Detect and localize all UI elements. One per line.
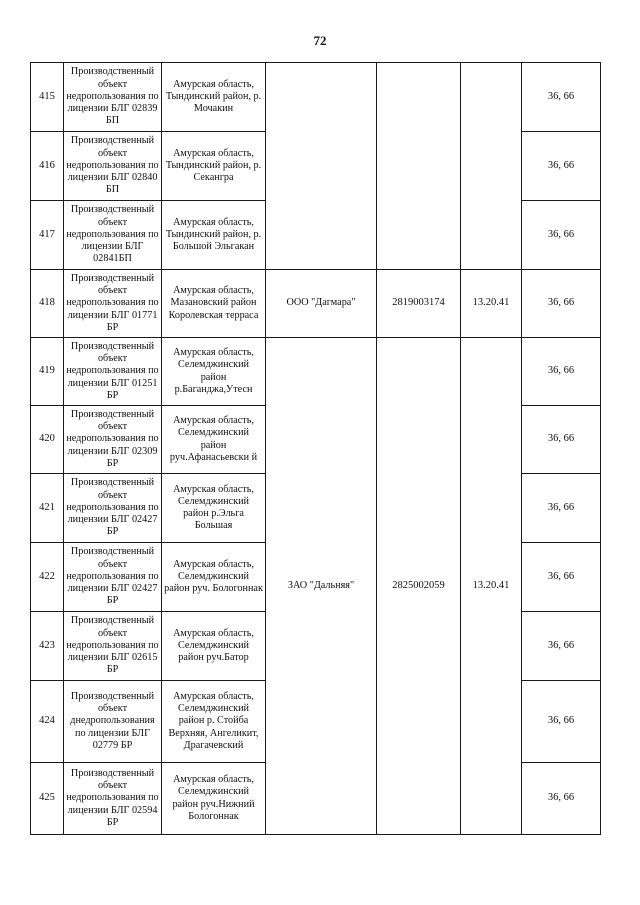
row-number: 421 (31, 474, 64, 543)
row-number: 420 (31, 406, 64, 474)
object-name: Производственный объект недропользования по лицензии БЛГ 02839 БП (64, 63, 162, 132)
okved-value: 13.20.41 (461, 270, 522, 338)
object-name: Производственный объект недропользования по лицензии БЛГ 02841БП (64, 201, 162, 270)
row-number: 418 (31, 270, 64, 338)
licenses-table (30, 62, 601, 835)
object-name: Производственный объект недропользования по лицензии БЛГ 02309 БР (64, 406, 162, 474)
object-address: Амурская область, Селемджинский район р. Стойба Верхняя, Ангеликит, Драгачевский (162, 681, 266, 763)
code-value: 36, 66 (522, 612, 601, 681)
code-value: 36, 66 (522, 63, 601, 132)
organization-name: ЗАО "Дальняя" (266, 338, 377, 835)
object-name: Производственный объект недропользования по лицензии БЛГ 02427 БР (64, 474, 162, 543)
code-value: 36, 66 (522, 270, 601, 338)
object-name: Производственный объект недропользования по лицензии БЛГ 02427 БР (64, 543, 162, 612)
row-number: 424 (31, 681, 64, 763)
object-address: Амурская область, Селемджинский район руч.Афанасьевски й (162, 406, 266, 474)
organization-name: ООО "Дагмара" (266, 270, 377, 338)
inn-value: 2819003174 (377, 270, 461, 338)
row-number: 415 (31, 63, 64, 132)
object-address: Амурская область, Тындинский район, р. Секангра (162, 132, 266, 201)
row-number: 416 (31, 132, 64, 201)
object-address: Амурская область, Селемджинский район руч.Нижний Бологоннак (162, 763, 266, 835)
object-address: Амурская область, Селемджинский район руч. Бологоннак (162, 543, 266, 612)
code-value: 36, 66 (522, 474, 601, 543)
okved-empty (461, 63, 522, 270)
object-address: Амурская область, Тындинский район, р. Мочакин (162, 63, 266, 132)
code-value: 36, 66 (522, 763, 601, 835)
object-name: Производственный объект недропользования по лицензии БЛГ 02840 БП (64, 132, 162, 201)
row-number: 422 (31, 543, 64, 612)
code-value: 36, 66 (522, 338, 601, 406)
code-value: 36, 66 (522, 201, 601, 270)
row-number: 425 (31, 763, 64, 835)
code-value: 36, 66 (522, 543, 601, 612)
row-number: 419 (31, 338, 64, 406)
page-number: 72 (313, 33, 327, 48)
table-row (31, 338, 601, 406)
code-value: 36, 66 (522, 406, 601, 474)
table-row (31, 270, 601, 338)
object-address: Амурская область, Мазановский район Королевская терраса (162, 270, 266, 338)
inn-value: 2825002059 (377, 338, 461, 835)
table-row (31, 63, 601, 132)
object-name: Производственный объект недропользования по лицензии БЛГ 02594 БР (64, 763, 162, 835)
object-name: Производственный объект недропользования по лицензии БЛГ 01251 БР (64, 338, 162, 406)
row-number: 417 (31, 201, 64, 270)
object-name: Производственный объект недропользования по лицензии БЛГ 01771 БР (64, 270, 162, 338)
object-address: Амурская область, Селемджинский район р.Эльга Большая (162, 474, 266, 543)
object-name: Производственный объект днедропользования по лицензии БЛГ 02779 БР (64, 681, 162, 763)
organization-empty (266, 63, 377, 270)
object-address: Амурская область, Селемджинский район р.Баганджа,Утесн (162, 338, 266, 406)
object-address: Амурская область, Тындинский район, р. Большой Эльгакан (162, 201, 266, 270)
okved-value: 13.20.41 (461, 338, 522, 835)
row-number: 423 (31, 612, 64, 681)
code-value: 36, 66 (522, 132, 601, 201)
inn-empty (377, 63, 461, 270)
object-name: Производственный объект недропользования по лицензии БЛГ 02615 БР (64, 612, 162, 681)
code-value: 36, 66 (522, 681, 601, 763)
object-address: Амурская область, Селемджинский район руч.Батор (162, 612, 266, 681)
